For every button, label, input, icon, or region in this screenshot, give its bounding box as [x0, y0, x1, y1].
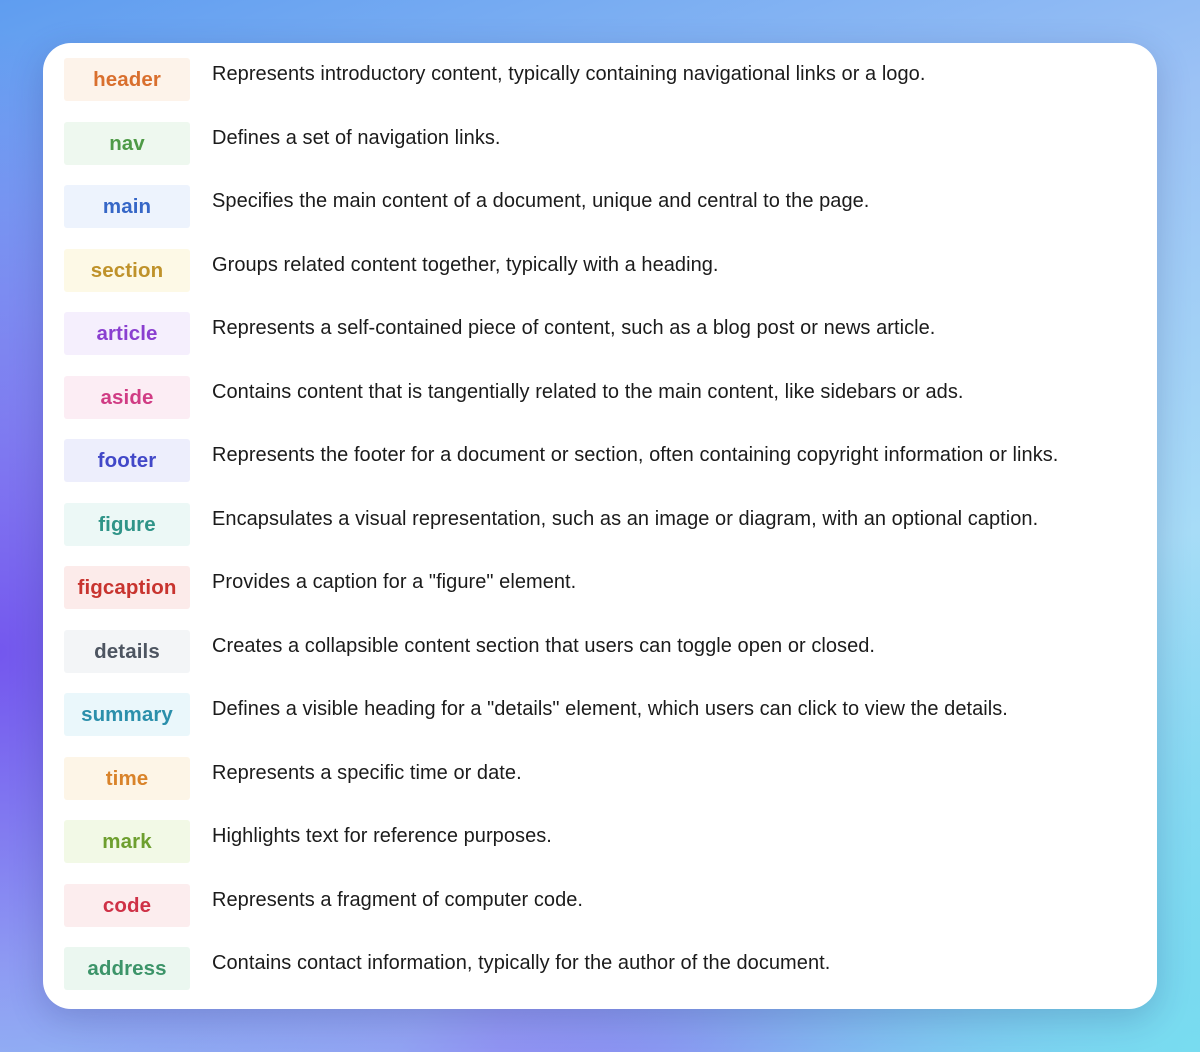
- list-item-details: [64, 630, 1157, 694]
- list-item-code: [64, 884, 1157, 948]
- article-tag-badge: article: [64, 312, 190, 355]
- summary-tag-badge: summary: [64, 693, 190, 736]
- section-description: Groups related content together, typically with a heading.: [212, 253, 719, 276]
- element-list: [64, 58, 1157, 1011]
- article-description: Represents a self-contained piece of content, such as a blog post or news article.: [212, 317, 936, 339]
- aside-tag-badge: aside: [64, 376, 190, 419]
- figure-description: Encapsulates a visual representation, such as an image or diagram, with an optional caption.: [212, 507, 1039, 530]
- list-item-footer: [64, 439, 1157, 503]
- figcaption-description: Provides a caption for a "figure" element.: [212, 571, 577, 593]
- summary-description: Defines a visible heading for a "details" element, which users can click to view the details.: [212, 698, 1008, 720]
- code-tag-badge: code: [64, 884, 190, 927]
- list-item-mark: [64, 820, 1157, 884]
- list-item-article: [64, 312, 1157, 376]
- figcaption-tag-badge: figcaption: [64, 566, 190, 609]
- content-card: [43, 43, 1157, 1009]
- header-description: Represents introductory content, typically containing navigational links or a logo.: [212, 63, 926, 85]
- main-description: Specifies the main content of a document, unique and central to the page.: [212, 190, 870, 212]
- time-tag-badge: time: [64, 757, 190, 800]
- list-item-figcaption: [64, 566, 1157, 630]
- list-item-time: [64, 757, 1157, 821]
- footer-description: Represents the footer for a document or section, often containing copyright information or links.: [212, 444, 1059, 466]
- header-tag-badge: header: [64, 58, 190, 101]
- address-tag-badge: address: [64, 947, 190, 990]
- list-item-summary: [64, 693, 1157, 757]
- details-tag-badge: details: [64, 630, 190, 673]
- list-item-section: [64, 249, 1157, 313]
- address-description: Contains contact information, typically for the author of the document.: [212, 952, 831, 974]
- main-tag-badge: main: [64, 185, 190, 228]
- code-description: Represents a fragment of computer code.: [212, 888, 584, 911]
- section-tag-badge: section: [64, 249, 190, 292]
- list-item-address: [64, 947, 1157, 1011]
- list-item-nav: [64, 122, 1157, 186]
- list-item-aside: [64, 376, 1157, 440]
- nav-description: Defines a set of navigation links.: [212, 126, 501, 149]
- details-description: Creates a collapsible content section that users can toggle open or closed.: [212, 634, 876, 657]
- mark-description: Highlights text for reference purposes.: [212, 825, 552, 847]
- time-description: Represents a specific time or date.: [212, 761, 522, 784]
- figure-tag-badge: figure: [64, 503, 190, 546]
- list-item-main: [64, 185, 1157, 249]
- list-item-figure: [64, 503, 1157, 567]
- list-item-header: [64, 58, 1157, 122]
- nav-tag-badge: nav: [64, 122, 190, 165]
- footer-tag-badge: footer: [64, 439, 190, 482]
- aside-description: Contains content that is tangentially related to the main content, like sidebars or ads.: [212, 380, 964, 403]
- mark-tag-badge: mark: [64, 820, 190, 863]
